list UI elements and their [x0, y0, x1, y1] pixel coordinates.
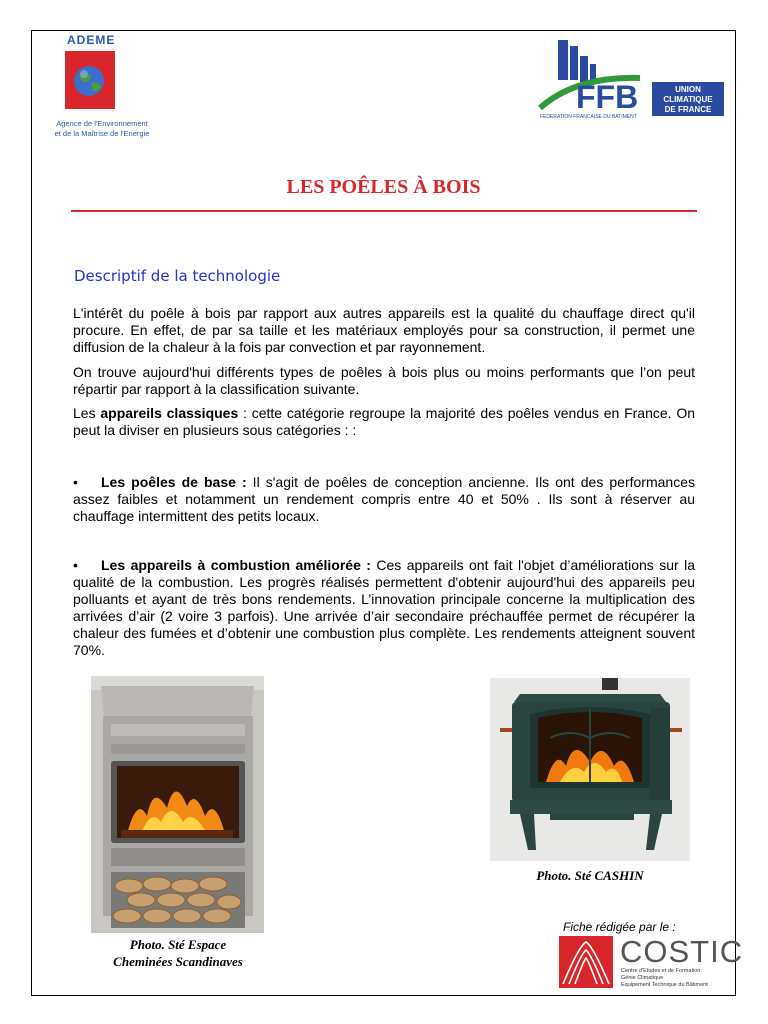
page-title: LES POÊLES À BOIS	[286, 176, 481, 198]
caption-left-line2: Cheminées Scandinaves	[113, 954, 243, 969]
caption-left-photo	[78, 936, 278, 970]
costic-name: COSTIC	[620, 934, 744, 969]
bullet-dot: •	[73, 557, 78, 573]
bullet-poeles-de-base	[73, 474, 695, 525]
ademe-caption	[42, 119, 162, 139]
ffb-subtitle: FEDERATION FRANCAISE DU BATIMENT	[540, 114, 637, 120]
costic-sub-line3: Equipement Technique du Bâtiment	[621, 982, 708, 988]
stove-photo-cashin	[490, 678, 690, 861]
caption-right-photo: Photo. Sté CASHIN	[536, 868, 644, 883]
paragraph-classiques	[73, 405, 695, 439]
title-divider	[71, 210, 697, 212]
paragraph-types: On trouve aujourd'hui différents types de poêles à bois plus ou moins performants que l’on peut répartir par rapport à la classification suivante.	[73, 364, 695, 397]
ffb-union-line1: UNION	[675, 85, 701, 94]
fiche-label: Fiche rédigée par le :	[563, 920, 676, 934]
costic-sub-line2: Génie Climatique	[621, 975, 664, 981]
globe-icon	[71, 63, 107, 99]
ffb-logo	[536, 36, 726, 126]
ademe-caption-line1: Agence de l'Environnement	[56, 119, 148, 128]
p3-prefix: Les	[73, 405, 101, 421]
ffb-union-line2: CLIMATIQUE	[663, 95, 713, 104]
costic-sub-line1: Centre d'Etudes et de Formation	[621, 968, 701, 974]
p5-bold: Les appareils à combustion améliorée :	[101, 557, 371, 573]
bullet-dot: •	[73, 474, 78, 490]
section-heading: Descriptif de la technologie	[74, 267, 281, 285]
costic-emblem-icon	[559, 936, 613, 988]
ademe-name: ADEME	[67, 33, 116, 47]
ademe-red-square	[65, 51, 115, 109]
p4-bold: Les poêles de base :	[101, 474, 247, 490]
caption-left-line1: Photo. Sté Espace	[129, 937, 227, 952]
p3-rest: : cette catégorie regroupe la majorité des poêles vendus en France. On peut la diviser en plusieurs sous catégories : :	[73, 405, 696, 438]
paragraph-intro: L'intérêt du poêle à bois par rapport aux autres appareils est la qualité du chauffage direct qu'il procure. En effet, de par sa taille et les matériaux employés pour sa construction, il permet une diffusion de la chaleur à la fois par convection et par rayonnement.	[73, 305, 695, 355]
costic-subtitle	[621, 968, 731, 989]
p5-rest: Ces appareils ont fait l'objet d’améliorations sur la qualité de la combustion. Les progrès réalisés permettent d'obtenir aujourd'hui des appareils peu polluants et ayant de très bons rendements. L’innovation principale concerne la multiplication des arrivées d’air (2 voire 3 parfois). Une arrivée d’air secondaire préchauffée permet de récupérer la chaleur des fumées et d’obtenir une combustion plus complète. Les rendements atteignent souvent 70%.	[73, 557, 696, 658]
costic-logo	[559, 934, 744, 990]
p4-rest: Il s'agit de poêles de conception ancienne. Ils ont des performances assez faibles et notamment un rendement compris entre 40 et 50% . Ils sont à réserver au chauffage intermittent des petits locaux.	[73, 474, 695, 524]
ffb-union-line3: DE FRANCE	[664, 105, 712, 114]
p3-bold: appareils classiques	[100, 405, 239, 421]
bullet-combustion-amelioree	[73, 557, 695, 659]
stove-photo-espace	[91, 676, 264, 933]
ffb-name: FFB	[576, 79, 639, 115]
ademe-caption-line2: et de la Maîtrise de l'Energie	[54, 129, 150, 138]
